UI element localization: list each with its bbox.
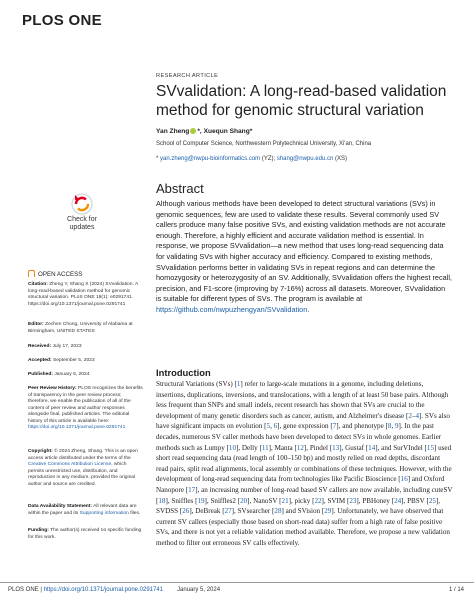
intro-text: ], PBHoney [ xyxy=(356,496,395,505)
published-label: Published: xyxy=(28,372,53,377)
abstract-heading: Abstract xyxy=(156,181,204,196)
page-number: 1 / 14 xyxy=(448,587,464,593)
intro-text: ], Delly [ xyxy=(236,443,262,452)
badge-line-2: updates xyxy=(69,224,95,231)
citation-ref-link[interactable]: 4 xyxy=(415,411,419,420)
citation-ref-link[interactable]: 27 xyxy=(224,507,232,516)
data-text: All relevant data are within the paper and its xyxy=(28,504,137,516)
data-label: Data Availability Statement: xyxy=(28,504,93,509)
peer-label: Peer Review History: xyxy=(28,386,77,391)
introduction-body xyxy=(156,379,454,549)
citation-ref-link[interactable]: 23 xyxy=(349,496,357,505)
funding-label: Funding: xyxy=(28,528,49,533)
citation-ref-link[interactable]: 24 xyxy=(394,496,402,505)
citation-ref-link[interactable]: 28 xyxy=(274,507,282,516)
intro-text: ], Manta [ xyxy=(268,443,297,452)
intro-text: ], Sniffles2 [ xyxy=(204,496,241,505)
citation xyxy=(28,282,143,308)
peer-review-link[interactable]: https://doi.org/10.1371/journal.pone.0291741 xyxy=(28,425,126,430)
accepted-text: September 5, 2023 xyxy=(51,358,95,363)
intro-text: ], picky [ xyxy=(288,496,315,505)
citation-ref-link[interactable]: 8 xyxy=(387,422,392,431)
citation-ref-link[interactable]: 20 xyxy=(240,496,248,505)
correspondence-star: * xyxy=(156,156,161,162)
funding xyxy=(28,528,143,541)
abstract-body xyxy=(156,199,452,316)
copyright-text: © 2024 Zheng, Shang. This is an open access article distributed under the terms of the xyxy=(28,449,138,461)
citation-ref-link[interactable]: 22 xyxy=(314,496,322,505)
funding-text: The author(s) received no specific funding for this work. xyxy=(28,528,142,540)
introduction-heading: Introduction xyxy=(156,367,211,378)
intro-text: , xyxy=(270,422,274,431)
peer-review-history xyxy=(28,386,143,432)
citation-ref-link[interactable]: 5 xyxy=(266,422,271,431)
citation-ref-link[interactable]: 19 xyxy=(197,496,205,505)
intro-text: ], PBSV [ xyxy=(401,496,429,505)
orcid-icon[interactable] xyxy=(190,128,196,134)
intro-text: ], SVDSS [ xyxy=(156,496,441,516)
intro-text: ], SVsearcher [ xyxy=(231,507,275,516)
intro-text: ], and SurVIndel [ xyxy=(375,443,427,452)
intro-text: ], NanoSV [ xyxy=(247,496,282,505)
intro-text: – xyxy=(411,411,416,420)
footer-sep: | xyxy=(38,587,44,593)
intro-text: ] and Oxford Nanopore [ xyxy=(156,475,445,494)
intro-text: ], SVIM [ xyxy=(321,496,350,505)
citation-text: Zheng Y, Shang X (2024) SVvalidation: A long-read-based validation method for genomic structural variation. PLoS ONE 19(1): e0291741. https://doi.org/10.1371/journal.pone.0291741 xyxy=(28,282,138,307)
author-list xyxy=(156,128,452,135)
received-text: July 17, 2023 xyxy=(51,344,82,349)
citation-ref-link[interactable]: 6 xyxy=(273,422,278,431)
accepted-date xyxy=(28,358,143,365)
correspondence-tail: (XS) xyxy=(333,156,347,162)
editor-label: Editor: xyxy=(28,322,44,327)
author-separator: *, Xuequn Shang* xyxy=(197,128,253,135)
article-title: SVvalidation: A long-read-based validation method for genomic structural variation xyxy=(156,83,447,119)
data-availability xyxy=(28,504,143,517)
citation-ref-link[interactable]: 9 xyxy=(395,422,399,431)
received-label: Received: xyxy=(28,344,52,349)
github-link[interactable]: https://github.com/nwpuzhengyan/SVvalidation xyxy=(156,304,308,314)
intro-text: ]. SVs also have significant impacts on evolution [ xyxy=(156,411,450,431)
footer-doi-link[interactable]: https://doi.org/10.1371/journal.pone.0291741 xyxy=(43,587,164,593)
copyright xyxy=(28,449,143,488)
intro-text: ], Sniffles [ xyxy=(165,496,198,505)
intro-text: ] and SVision [ xyxy=(281,507,325,516)
footer-journal: PLOS ONE xyxy=(8,587,39,593)
editor xyxy=(28,322,143,335)
check-for-updates-label[interactable] xyxy=(56,216,108,232)
footer-citation xyxy=(8,587,220,593)
citation-label: Citation: xyxy=(28,282,48,287)
email-link-2[interactable]: shang@nwpu.edu.cn xyxy=(276,156,334,162)
citation-ref-link[interactable]: 25 xyxy=(428,496,436,505)
citation-ref-link[interactable]: 13 xyxy=(332,443,340,452)
citation-ref-link[interactable]: 7 xyxy=(332,422,337,431)
citation-ref-link[interactable]: 18 xyxy=(158,496,166,505)
editor-text: Zechen Chong, University of Alabama at Birmingham, UNITED STATES xyxy=(28,322,133,334)
abstract-text: Although various methods have been developed to detect structural variations (SVs) in genomic sequences, few are used to validate these results. Several commonly used SV callers produce many false positive SVs, and existing validation methods are not accurate enough. Therefore, a highly efficient and accurate validation method is essential. In response, we propose SVvalidation—a new method that uses long-read sequencing data for validating SVs with higher accuracy and efficiency. Compared to existing methods, SVvalidation performs better in validating SVs in repeat regions and can determine the homozygosity or heterozygosity of an SV. Additionally, SVvalidation offers the highest recall, precision, and F1-score (improving by 7-16%) across all datasets. Moreover, SVvalidation is suitable for different types of SVs. The program is available at xyxy=(156,199,452,304)
citation-ref-link[interactable]: 1 xyxy=(236,380,241,388)
open-access-lock-icon xyxy=(28,270,35,277)
citation-ref-link[interactable]: 21 xyxy=(281,496,289,505)
correspondence xyxy=(156,156,452,162)
citation-ref-link[interactable]: 10 xyxy=(228,443,236,452)
correspondence-mid: (YZ); xyxy=(260,156,277,162)
open-access-text: OPEN ACCESS xyxy=(38,271,83,278)
received-date xyxy=(28,344,143,351)
author-1[interactable]: Yan Zheng xyxy=(156,128,190,135)
intro-text: ], DeBreak [ xyxy=(189,507,225,516)
citation-ref-link[interactable]: 11 xyxy=(261,443,269,452)
email-link-1[interactable]: yan.zheng@nwpu-bioinformatics.com xyxy=(160,156,261,162)
intro-text: ], Gustaf [ xyxy=(339,443,369,452)
citation-ref-link[interactable]: 14 xyxy=(368,443,376,452)
journal-logo[interactable]: PLOS ONE xyxy=(22,12,102,29)
accepted-label: Accepted: xyxy=(28,358,52,363)
intro-text: ], gene expression [ xyxy=(277,422,333,431)
intro-text: ] used short read sequencing data (read length of 100–150 bp) and mostly relied on read depths, discordant read pairs, split read alignments, local assembly or combinations of these techniques. However, with the development of long-read sequencing data from technologies like Pacific Bioscience [ xyxy=(156,443,452,484)
intro-text: ]. In the past decades, numerous SV caller methods have been developed to detect SVs in whole genomes. Earlier methods such as Lumpy [ xyxy=(156,422,442,452)
published-date xyxy=(28,372,143,379)
intro-text: ], Pindel [ xyxy=(303,443,333,452)
published-text: January 5, 2024 xyxy=(53,372,90,377)
license-link[interactable]: Creative Commons Attribution License xyxy=(28,462,112,467)
intro-text: ] refer to large-scale mutations in a genome, including deletions, insertions, duplications, inversions, and translocations, with a length of at least 50 base pairs. Although less frequent than SNPs and small indels, recent research has shown that SVs are crucial to the development of many genetic disorders such as cancer, autism, and Alzheimer's disease [ xyxy=(156,380,449,420)
intro-text: Structural Variations (SVs) [ xyxy=(156,380,237,388)
citation-ref-link[interactable]: 17 xyxy=(188,485,196,494)
open-access-label xyxy=(28,270,143,278)
citation-ref-link[interactable]: 29 xyxy=(324,507,332,516)
citation-ref-link[interactable]: 26 xyxy=(182,507,190,516)
footer-date: January 5, 2024 xyxy=(177,587,221,593)
peer-text: PLOS recognizes the benefits of transparency in the peer review process; therefore, we enable the publication of all of the content of peer review and author responses alongside final, published articles. The editorial history of this article is available here: xyxy=(28,386,143,424)
citation-ref-link[interactable]: 2 xyxy=(408,411,412,420)
badge-line-1: Check for xyxy=(67,216,97,223)
data-tail: files. xyxy=(128,510,141,516)
abstract-end: . xyxy=(307,304,310,314)
copyright-label: Copyright: xyxy=(28,449,53,454)
footer-divider xyxy=(0,582,474,583)
citation-ref-link[interactable]: 15 xyxy=(426,443,434,452)
article-type: RESEARCH ARTICLE xyxy=(156,73,219,79)
intro-text: ], and phenotype [ xyxy=(336,422,388,431)
intro-text: ], an increasing number of long-read based SV callers are now available, including cuteSV [ xyxy=(156,485,453,505)
affiliation: School of Computer Science, Northwestern Polytechnical University, Xi'an, China xyxy=(156,141,372,147)
copyright-tail: , which permits unrestricted use, distribution, and reproduction in any medium, provided the original author and source are credited. xyxy=(28,462,136,487)
intro-text: ]. Unfortunately, we have observed that current SV callers (especially those based on short-read data) suffer from a high rate of false positive SVs, and there is not yet a reliable validation method available. Therefore, we propose a new validation method to filter out erroneous SV calls effectively. xyxy=(156,507,450,547)
supporting-info-link[interactable]: Supporting information xyxy=(79,510,129,516)
citation-ref-link[interactable]: 16 xyxy=(400,475,408,484)
intro-text: , xyxy=(391,422,395,431)
citation-ref-link[interactable]: 12 xyxy=(296,443,304,452)
